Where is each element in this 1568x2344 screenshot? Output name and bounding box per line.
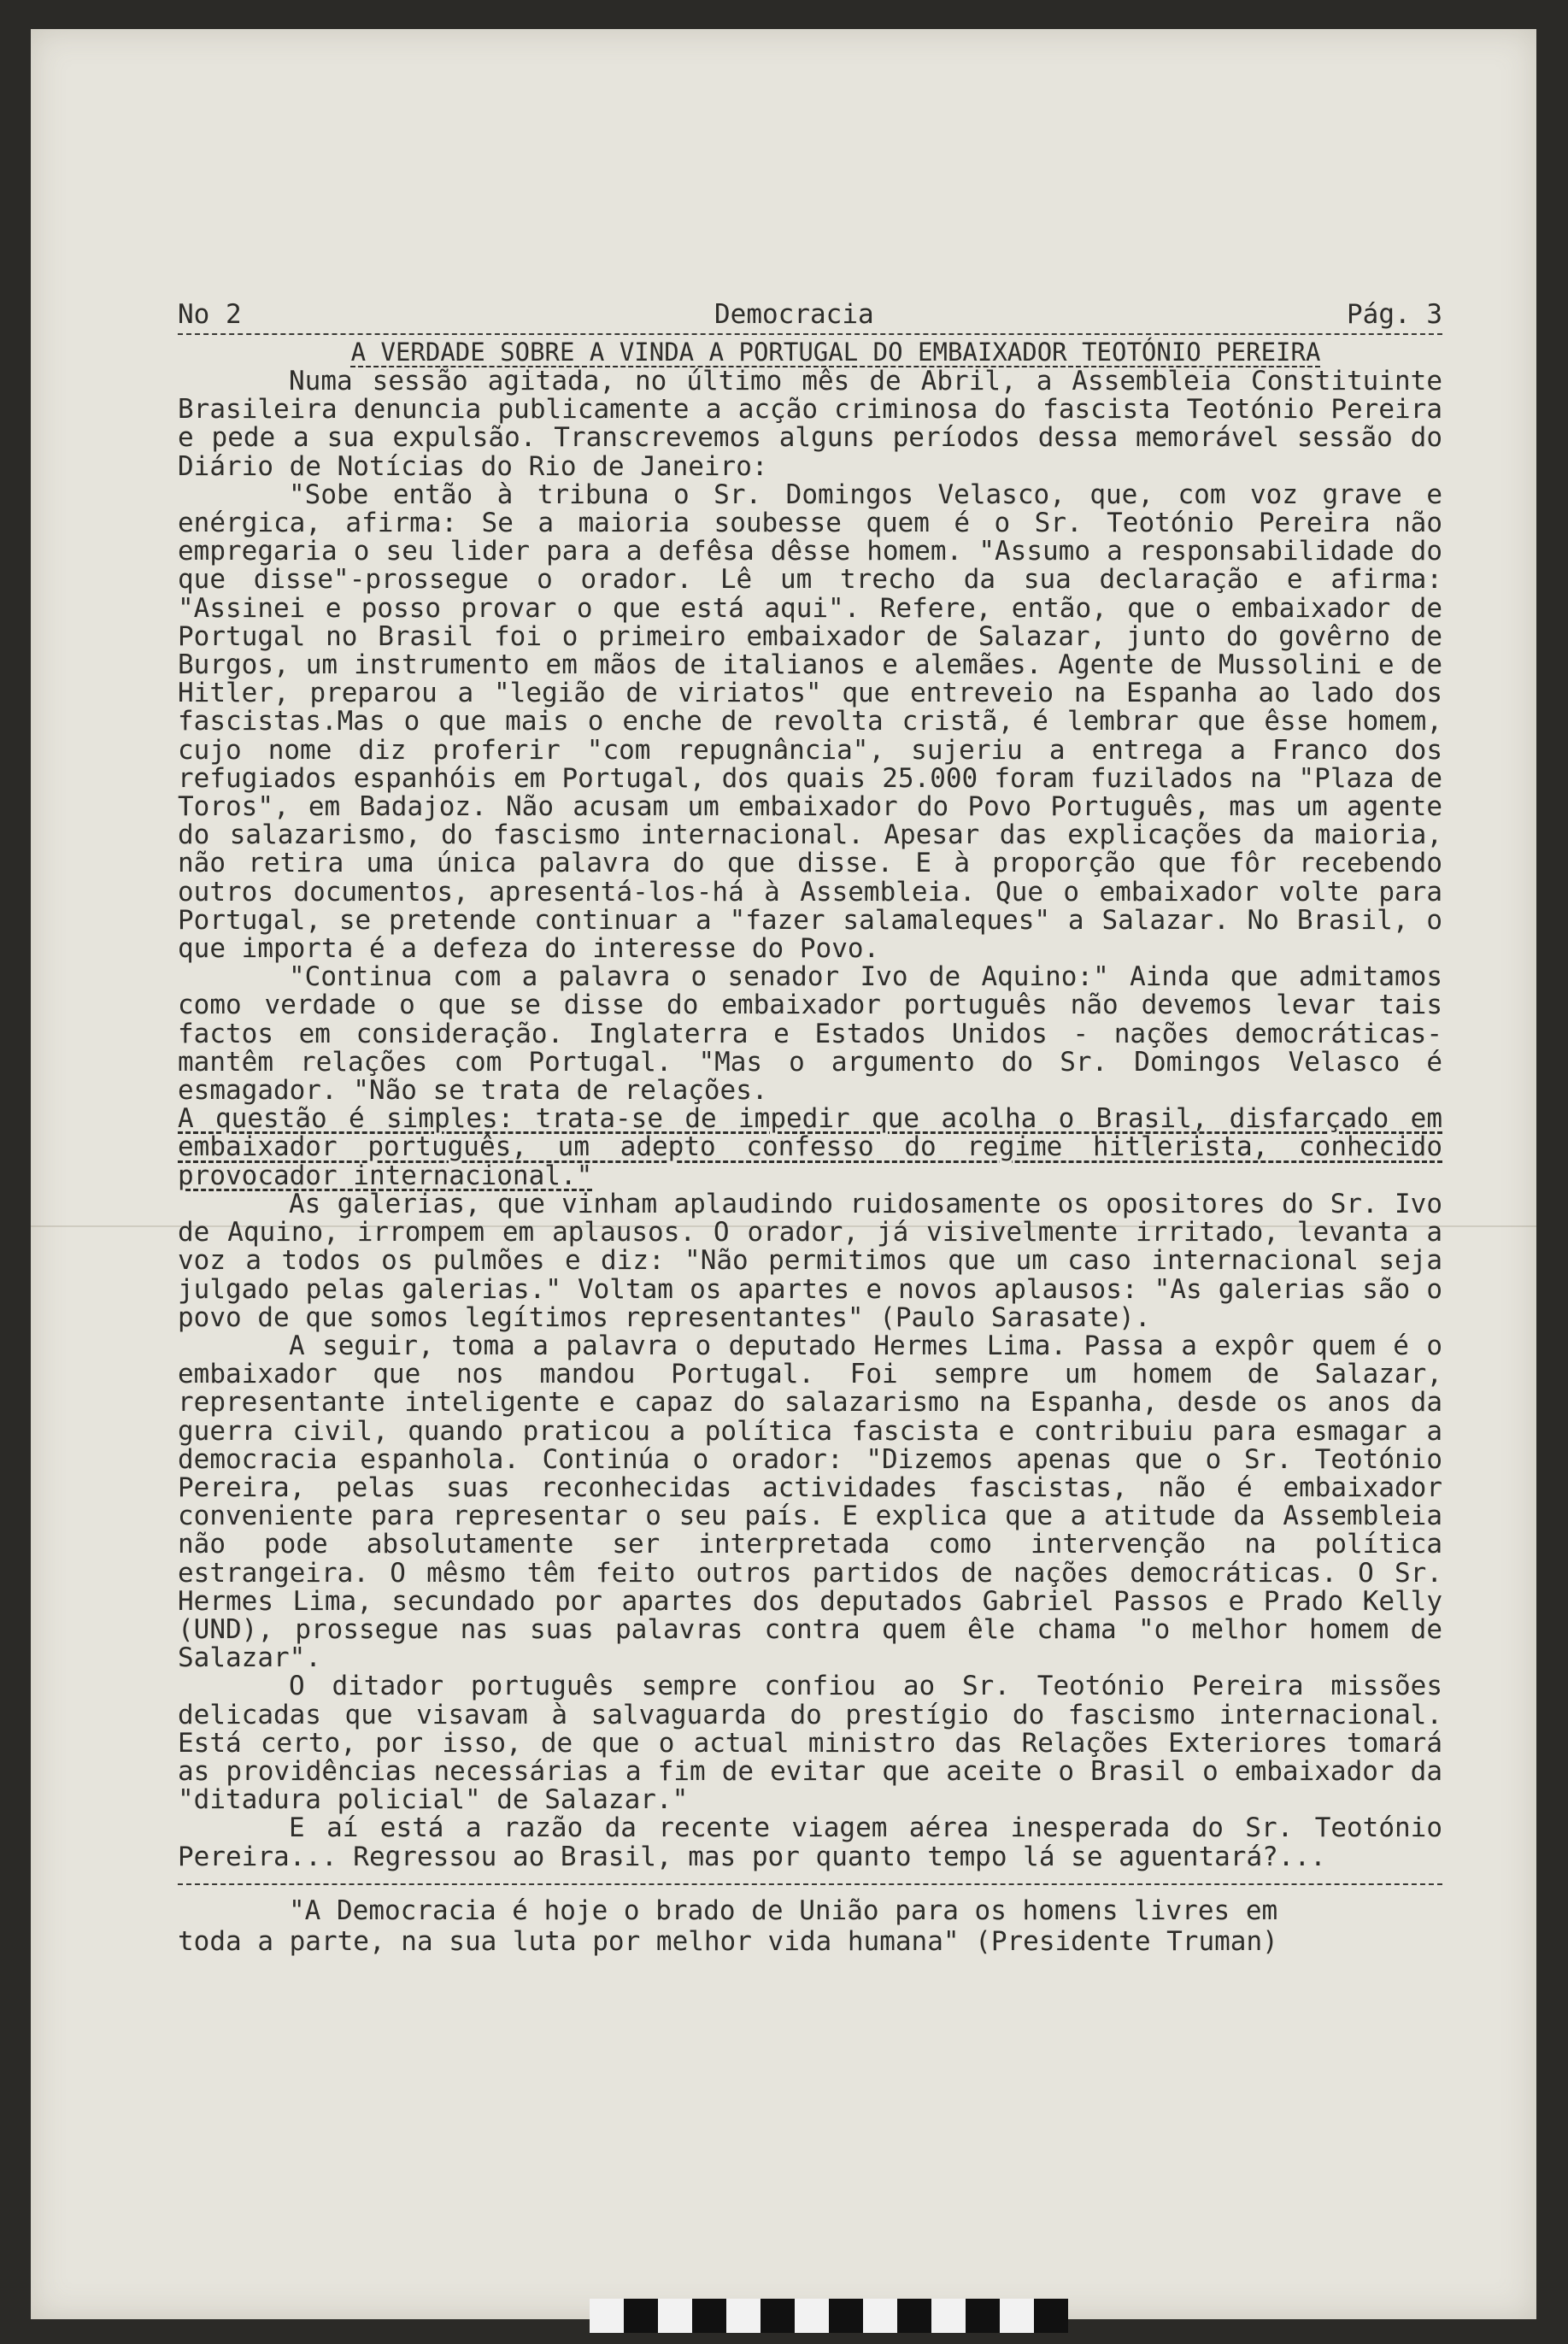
- quote-line-2: toda a parte, na sua luta por melhor vida humana" (Presidente Truman): [178, 1925, 1278, 1957]
- paragraph-aquino: "Continua com a palavra o senador Ivo de Aquino:" Ainda que admitamos como verdade o que se disse do embaixador português não devemos levar tais factos em consideração. Inglaterra e Estados Unidos - nações democráticas- mantêm relações com Portugal. "Mas o argumento do Sr. Domingos Velasco é esmagador. "Não se trata de relações.: [178, 961, 1442, 1107]
- paragraph-galerias: As galerias, que vinham aplaudindo ruidosamente os opositores do Sr. Ivo de Aquino, irrompem em aplausos. O orador, já visivelmente irritado, levanta a voz a todos os pulmões e diz: "Não permitimos que um caso internacional seja julgado pelas galerias." Voltam os apartes e novos aplausos: "As galerias são o povo de que somos legítimos representantes" (Paulo Sarasate).: [178, 1188, 1442, 1333]
- publication-name: Democracia: [714, 299, 874, 330]
- paragraph-intro: Numa sessão agitada, no último mês de Abril, a Assembleia Constituinte Brasileira denuncia publicamente a acção criminosa do fascista Teotónio Pereira e pede a sua expulsão. Transcrevemos alguns períodos dessa memorável sessão do Diário de Notícias do Rio de Janeiro:: [178, 366, 1442, 482]
- page-header: [178, 299, 1442, 335]
- issue-number: No 2: [178, 299, 242, 330]
- paper-sheet: [31, 29, 1536, 2319]
- article-body: [178, 367, 1442, 1871]
- closing-quote: [178, 1895, 1442, 1957]
- article-title: A VERDADE SOBRE A VINDA A PORTUGAL DO EMBAIXADOR TEOTÓNIO PEREIRA: [350, 338, 1321, 367]
- page-content: [178, 299, 1442, 1957]
- separator-line: [178, 1883, 1442, 1885]
- scale-ruler: [590, 2299, 1068, 2333]
- paragraph-underlined-quote: A questão é simples: trata-se de impedir que acolha o Brasil, disfarçado em embaixador português, um adepto confesso do regime hitlerista, conhecido provocador internacional.": [178, 1103, 1442, 1191]
- quote-line-1: "A Democracia é hoje o brado de União para os homens livres em: [289, 1895, 1278, 1926]
- paragraph-hermes-lima: A seguir, toma a palavra o deputado Hermes Lima. Passa a expôr quem é o embaixador que nos mandou Portugal. Foi sempre um homem de Salazar, representante inteligente e capaz do salazarismo na Espanha, desde os anos da guerra civil, quando praticou a política fascista e contribuiu para esmagar a democracia espanhola. Continúa o orador: "Dizemos apenas que o Sr. Teotónio Pereira, pelas suas reconhecidas actividades fascistas, não é embaixador conveniente para representar o seu país. E explica que a atitude da Assembleia não pode absolutamente ser interpretada como intervenção na política estrangeira. O mêsmo têm feito outros partidos de nações democráticas. O Sr. Hermes Lima, secundado por apartes dos deputados Gabriel Passos e Prado Kelly (UND), prossegue nas suas palavras contra quem êle chama "o melhor homem de Salazar".: [178, 1330, 1442, 1674]
- paragraph-velasco: "Sobe então à tribuna o Sr. Domingos Velasco, que, com voz grave e enérgica, afirma: Se a maioria soubesse quem é o Sr. Teotónio Pereira não empregaria o seu lider para a defêsa dêsse homem. "Assumo a responsabilidade do que disse"-prossegue o orador. Lê um trecho da sua declaração e afirma: "Assinei e posso provar o que está aqui". Refere, então, que o embaixador de Portugal no Brasil foi o primeiro embaixador de Salazar, junto do govêrno de Burgos, um instrumento em mãos de italianos e alemães. Agente de Mussolini e de Hitler, preparou a "legião de viriatos" que entreveio na Espanha ao lado dos fascistas.Mas o que mais o enche de revolta cristã, é lembrar que êsse homem, cujo nome diz proferir "com repugnância", sujeriu a entrega a Franco dos refugiados espanhóis em Portugal, dos quais 25.000 foram fuzilados na "Plaza de Toros", em Badajoz. Não acusam um embaixador do Povo Português, mas um agente do salazarismo, do fascismo internacional. Apesar das explicações da maioria, não retira uma única palavra do que disse. E à proporção que fôr recebendo outros documentos, apresentá-los-há à Assembleia. Que o embaixador volte para Portugal, se pretende continuar a "fazer salamaleques" a Salazar. No Brasil, o que importa é a defeza do interesse do Povo.: [178, 479, 1442, 965]
- paragraph-conclusion: E aí está a razão da recente viagem aérea inesperada do Sr. Teotónio Pereira... Regressou ao Brasil, mas por quanto tempo lá se aguentará?...: [178, 1812, 1442, 1872]
- page-number: Pág. 3: [1347, 299, 1442, 330]
- paragraph-ditador: O ditador português sempre confiou ao Sr. Teotónio Pereira missões delicadas que visavam à salvaguarda do prestígio do fascismo internacional. Está certo, por isso, de que o actual ministro das Relações Exteriores tomará as providências necessárias a fim de evitar que aceite o Brasil o embaixador da "ditadura policial" de Salazar.": [178, 1671, 1442, 1816]
